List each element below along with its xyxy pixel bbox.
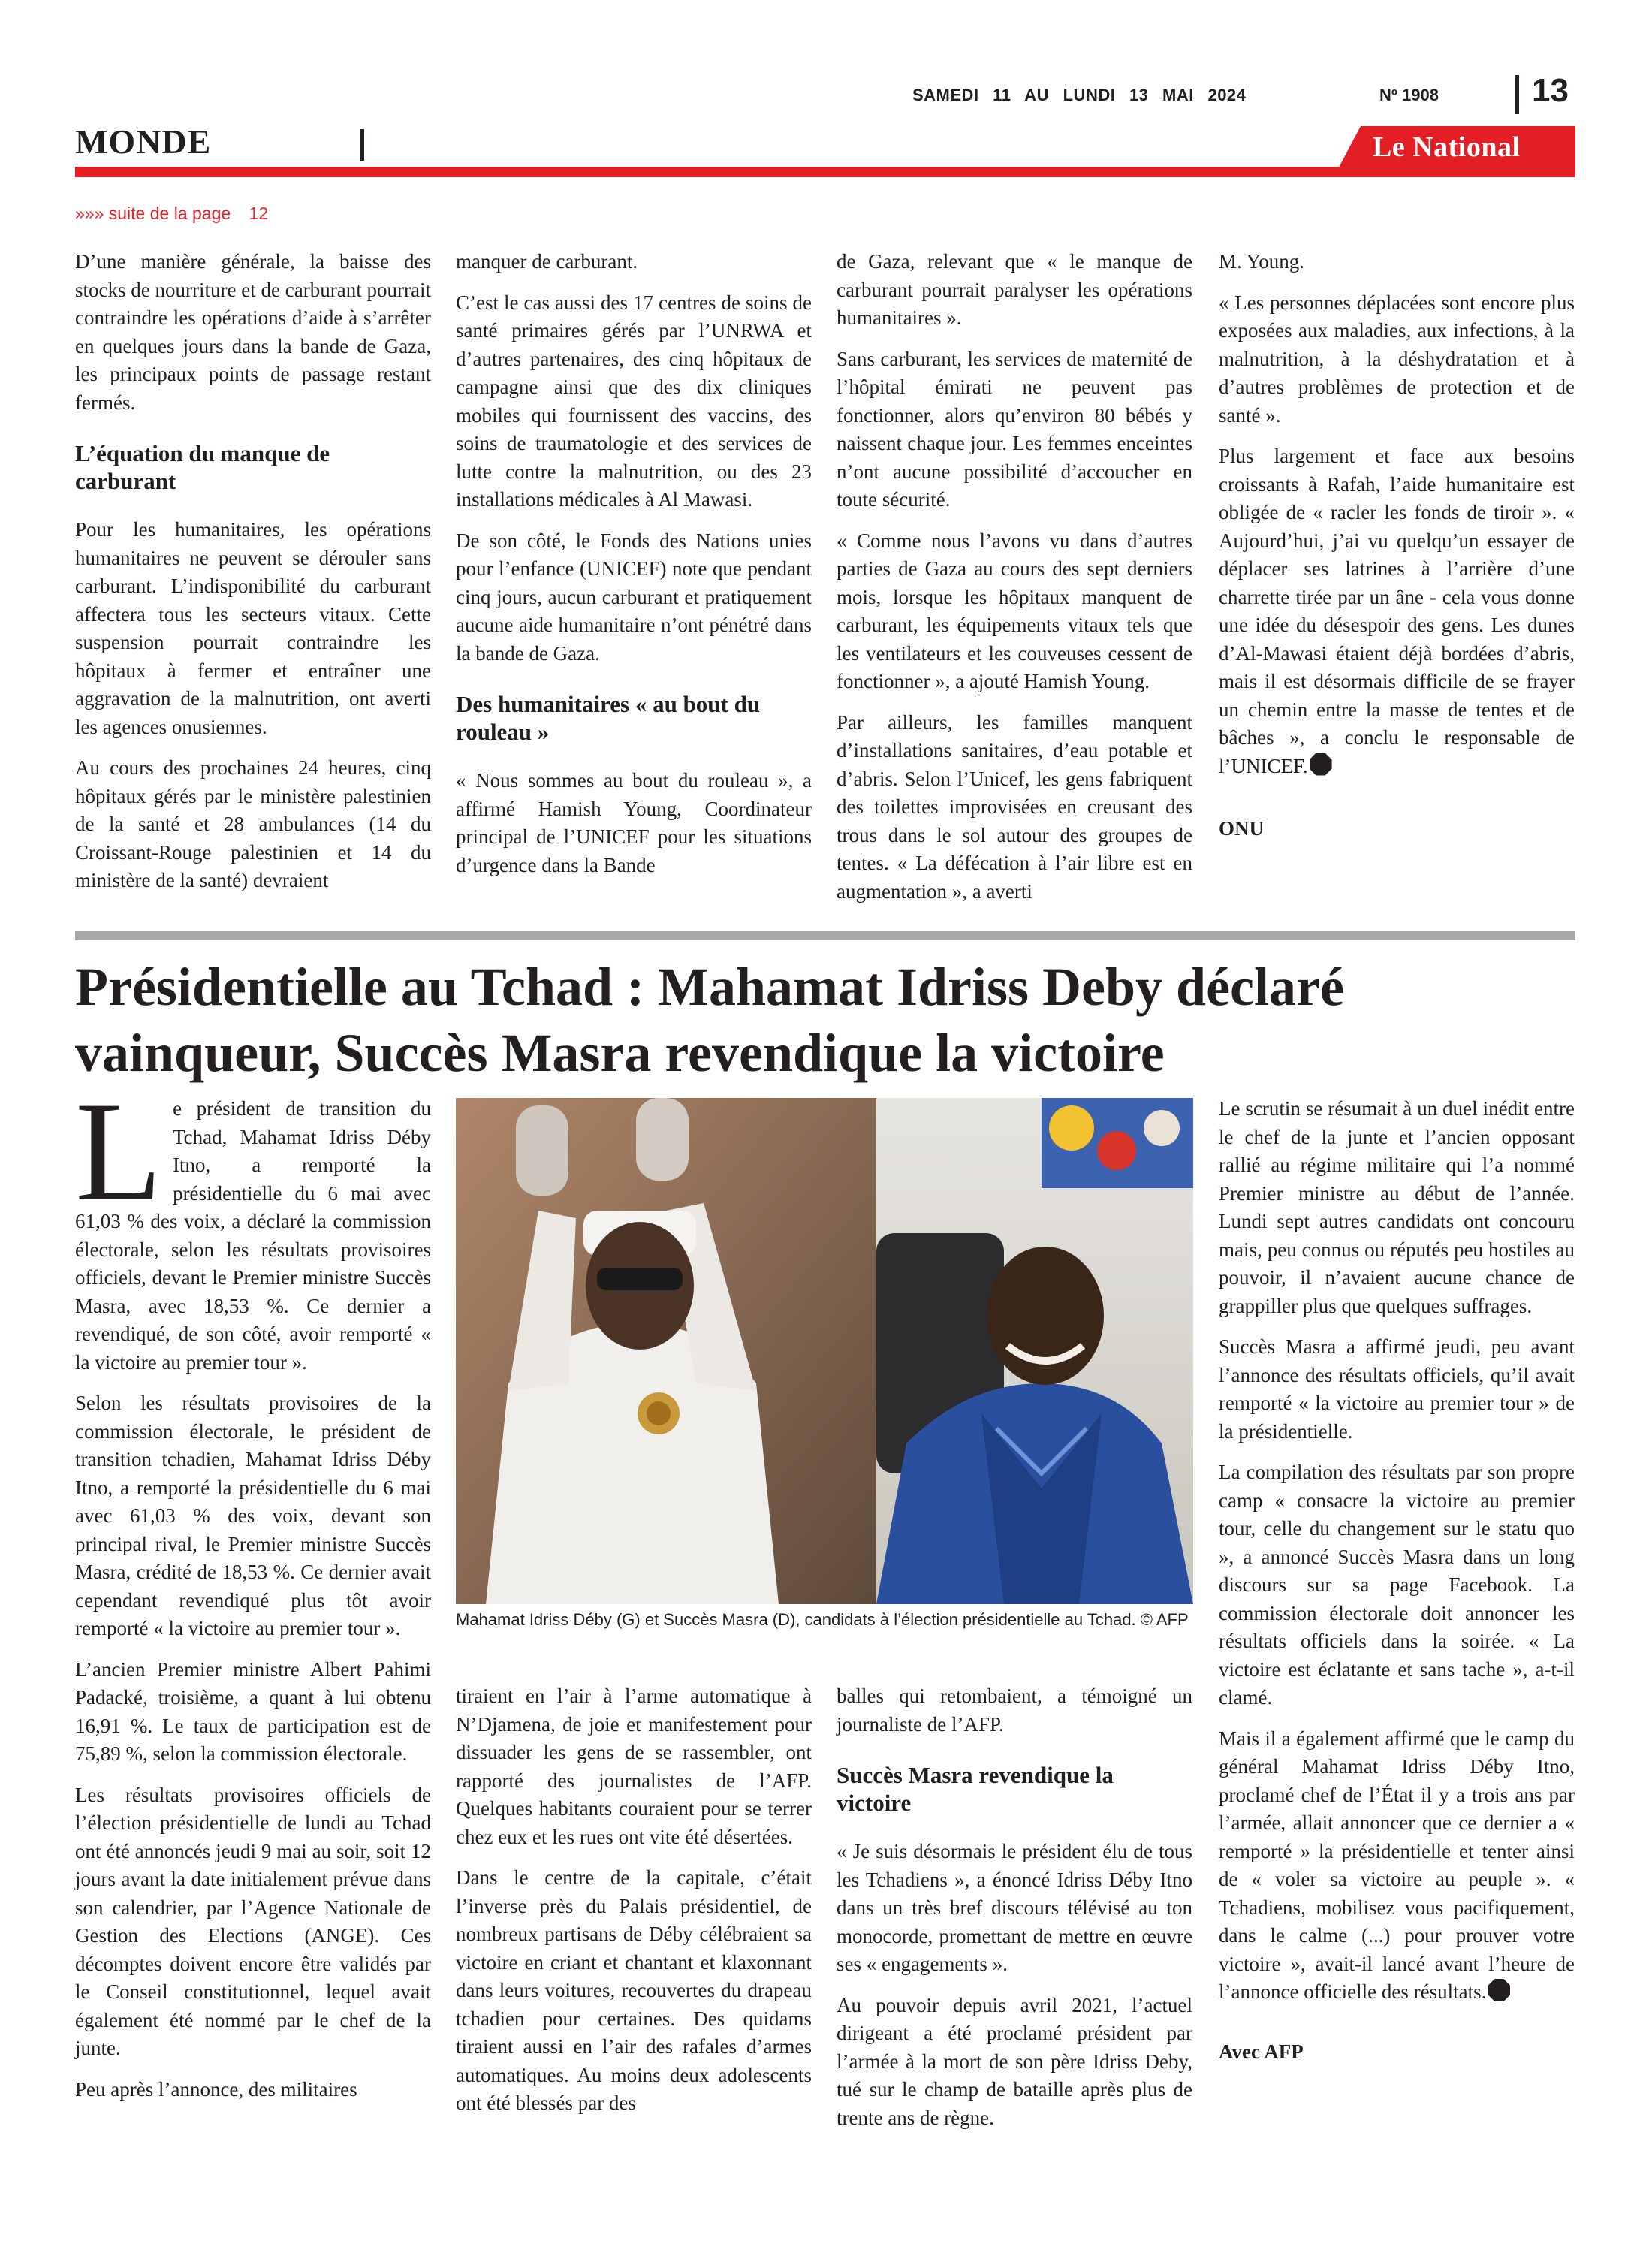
paragraph: L’ancien Premier ministre Albert Pahimi Padacké, troisième, a quant à lui obtenu 16,91 %. Le taux de participation est de 75,89 %, selon la commission électorale.: [75, 1657, 431, 1765]
paragraph: « Comme nous l’avons vu dans d’autres parties de Gaza au cours des sept derniers mois, lorsque les hôpitaux manquent de carburant, les équipements vitaux tels que les ventilateurs et les couveuses cessent de fonctionner », a ajouté Hamish Young.: [837, 529, 1192, 692]
top-article-col2: [456, 248, 812, 892]
continuation-marker: [75, 204, 268, 224]
brand-logo: Le National: [1373, 131, 1521, 163]
section-divider: [360, 129, 364, 161]
page-number-divider: [1515, 75, 1519, 114]
paragraph: [75, 1073, 431, 1377]
top-article-col4: [1219, 248, 1575, 843]
paragraph: [1219, 1725, 1575, 2007]
end-of-article-icon: [1310, 753, 1332, 776]
photo-illustration: [456, 1098, 1193, 1604]
paragraph: Au cours des prochaines 24 heures, cinq hôpitaux gérés par le ministère palestinien de la santé et 28 ambulances (14 du Croissant-Rouge palestinien et 14 du ministère de la santé) devraient: [75, 756, 431, 891]
photo-caption: Mahamat Idriss Déby (G) et Succès Masra (D), candidats à l’élection présidentielle au Tchad. © AFP: [456, 1610, 1189, 1629]
paragraph: Peu après l’annonce, des militaires: [75, 2077, 357, 2101]
paragraph: « Les personnes déplacées sont encore plus exposées aux maladies, aux infections, à la malnutrition, à la déshydratation et à d’autres problèmes de protection et de santé ».: [1219, 291, 1575, 427]
paragraph: De son côté, le Fonds des Nations unies pour l’enfance (UNICEF) note que pendant cinq jours, aucun carburant et pratiquement aucune aide humanitaire n’ont pénétré dans la bande de Gaza.: [456, 529, 812, 665]
paragraph: Le scrutin se résumait à un duel inédit entre le chef de la junte et l’ancien opposant rallié au régime militaire qui l’a nommé Premier ministre au début de l’année. Lundi sept autres candidats ont concouru mais, peu connus ou réputés peu hostiles au pouvoir, il n’avaient aucune chance de grappiller plus que quelques suffrages.: [1219, 1097, 1575, 1317]
end-of-article-icon: [1488, 1979, 1510, 2001]
section-title: MONDE: [75, 122, 212, 161]
issue-number: Nº 1908: [1379, 86, 1439, 104]
paragraph: Les résultats provisoires officiels de l’élection présidentielle de lundi au Tchad ont été annoncés jeudi 9 mai au soir, soit 12 jours avant la date initialement prévue dans son calendrier, par l’Agence Nationale de Gestion des Elections (ANGE). Ces décomptes doivent encore être validés par le Conseil constitutionnel, lequel avait également été nommé par le chef de la junte.: [75, 1783, 431, 2059]
main-article-col3: [837, 1682, 1192, 2145]
subheading: L’équation du manque de carburant: [75, 440, 330, 494]
paragraph: Au pouvoir depuis avril 2021, l’actuel dirigeant a été proclamé président par l’armée à la mort de son père Idriss Deby, tué sur le champ de bataille après plus de trente ans de règne.: [837, 1993, 1192, 2129]
top-article-col3: [837, 248, 1192, 918]
paragraph: D’une manière générale, la baisse des stocks de nourriture et de carburant pourrait contraindre les opérations d’aide à s’arrêter en quelques jours dans la bande de Gaza, les principaux points de passage restant fermés.: [75, 250, 431, 414]
paragraph: M. Young.: [1219, 250, 1305, 273]
paragraph: balles qui retombaient, a témoigné un journaliste de l’AFP.: [837, 1684, 1192, 1736]
paragraph: Pour les humanitaires, les opérations humanitaires ne peuvent se dérouler sans carburant. L’indisponibilité du carburant affectera tous les secteurs vitaux. Cette suspension pourrait contraindre les hôpitaux à fermer et entraîner une aggravation de la malnutrition, ont averti les agences onusiennes.: [75, 518, 431, 738]
paragraph-text: Plus largement et face aux besoins croissants à Rafah, l’aide humanitaire est obligée de « racler les fonds de tiroir ». « Aujourd’hui, j’ai vu quelqu’un essayer de déplacer ses latrines à l’arrière d’une charrette tirée par un âne - cela vous donne une idée du désespoir des gens. Les dunes d’Al-Mawasi étaient déjà bordées d’abris, mais il est désormais difficile de se frayer un chemin entre la masse de tentes et de bâches », a conclu le responsable de l’UNICEF.: [1219, 445, 1575, 777]
article-separator: [75, 931, 1575, 940]
article-signature: Avec AFP: [1219, 2040, 1304, 2063]
paragraph-text: Mais il a également affirmé que le camp du général Mahamat Idriss Déby Itno, proclamé chef de l’État il y a trois ans par l’armée, allait annoncer que ce dernier a « remporté » la présidentielle et tenter ainsi de « voler sa victoire au peuple ». « Tchadiens, mobilisez vous pacifiquement, dans le calme (...) pour prouver votre victoire », avait-il lancé avant l’heure de l’annonce officielle des résultats.: [1219, 1727, 1575, 2003]
paragraph: [1219, 442, 1575, 780]
article-photo: [456, 1098, 1193, 1604]
paragraph: manquer de carburant.: [456, 250, 638, 273]
subheading: Des humanitaires « au bout du rouleau »: [456, 691, 761, 745]
main-article-col1: [75, 1073, 431, 2116]
continuation-label: »»» suite de la page: [75, 204, 231, 223]
subheading: Succès Masra revendique la victoire: [837, 1762, 1114, 1816]
paragraph: C’est le cas aussi des 17 centres de soins de santé primaires gérés par l’UNRWA et d’autres partenaires, des cinq hôpitaux de campagne ainsi que des dix cliniques mobiles qui fournissent des vaccins, des soins de traumatologie et des services de lutte contre la malnutrition, ou des 23 installations médicales à Al Mawasi.: [456, 291, 812, 511]
paragraph-text: e président de transition du Tchad, Mahamat Idriss Déby Itno, a remporté la présidentielle du 6 mai avec 61,03 % des voix, a déclaré la commission électorale, selon les résultats provisoires officiels, devant le Premier ministre Succès Masra, avec 18,53 %. Ce dernier a revendiqué, de son côté, avoir remporté « la victoire au premier tour ».: [75, 1097, 431, 1374]
article-signature: ONU: [1219, 817, 1264, 840]
main-article-col2: [456, 1682, 812, 2131]
continuation-page: 12: [249, 204, 269, 223]
paragraph: Sans carburant, les services de maternité de l’hôpital émirati ne peuvent pas fonctionner, alors qu’environ 80 bébés y naissent chaque jour. Les femmes enceintes n’ont aucune possibilité d’accoucher en toute sécurité.: [837, 347, 1192, 511]
drop-cap: L: [75, 1073, 163, 1231]
headline-line: vainqueur, Succès Masra revendique la victoire: [75, 1023, 1165, 1083]
paragraph: Succès Masra a affirmé jeudi, peu avant l’annonce des résultats officiels, qu’il avait remporté « la victoire au premier tour » de la présidentielle.: [1219, 1335, 1575, 1443]
paragraph: « Je suis désormais le président élu de tous les Tchadiens », a énoncé Idriss Déby Itno dans un très bref discours télévisé au ton monocorde, promettant de mettre en œuvre ses « engagements ».: [837, 1840, 1192, 1975]
paragraph: « Nous sommes au bout du rouleau », a affirmé Hamish Young, Coordinateur principal de l’UNICEF pour les situations d’urgence dans la Bande: [456, 769, 812, 876]
paragraph: La compilation des résultats par son propre camp « consacre la victoire au premier tour, celle du changement sur le statu quo », a annoncé Succès Masra dans un long discours sur sa page Facebook. La commission électorale doit annoncer les résultats officiels dans la soirée. « La victoire est éclatante et sans tache », a-t-il clamé.: [1219, 1461, 1575, 1709]
paragraph: Par ailleurs, les familles manquent d’installations sanitaires, d’eau potable et d’abris. Selon l’Unicef, les gens fabriquent des toilettes improvisées en creusant des trous dans le sol autour des groupes de tentes. « La défécation à l’air libre est en augmentation », a averti: [837, 710, 1192, 903]
headline-line: Présidentielle au Tchad : Mahamat Idriss Deby déclaré: [75, 957, 1344, 1017]
top-article-col1: [75, 248, 431, 908]
main-article-col4: [1219, 1095, 1575, 2066]
paragraph: de Gaza, relevant que « le manque de carburant pourrait paralyser les opérations humanitaires ».: [837, 250, 1192, 329]
page-number: 13: [1532, 72, 1569, 109]
paragraph: Dans le centre de la capitale, c’était l’inverse près du Palais présidentiel, de nombreux partisans de Déby célébraient sa victoire en criant et chantant et klaxonnant dans leurs voitures, recouvertes du drapeau tchadien pour certaines. Des quidams tiraient aussi en l’air des rafales d’armes automatiques. Au moins deux adolescents ont été blessés par des: [456, 1866, 812, 2114]
paragraph: Selon les résultats provisoires de la commission électorale, le président de transition tchadien, Mahamat Idriss Déby Itno, a remporté la présidentielle du 6 mai avec 61,03 % des voix, devant son principal rival, le Premier ministre Succès Masra, crédité de 18,53 %. Ce dernier avait cependant revendiqué plus tôt avoir remporté « la victoire au premier tour ».: [75, 1392, 431, 1639]
paragraph: tiraient en l’air à l’arme automatique à N’Djamena, de joie et manifestement pour dissuader les gens de se rassembler, ont rapporté des journalistes de l’AFP. Quelques habitants couraient pour se terrer chez eux et les rues ont vite été désertées.: [456, 1684, 812, 1848]
headline: [75, 954, 1577, 1086]
issue-date: SAMEDI 11 AU LUNDI 13 MAI 2024: [912, 86, 1247, 104]
